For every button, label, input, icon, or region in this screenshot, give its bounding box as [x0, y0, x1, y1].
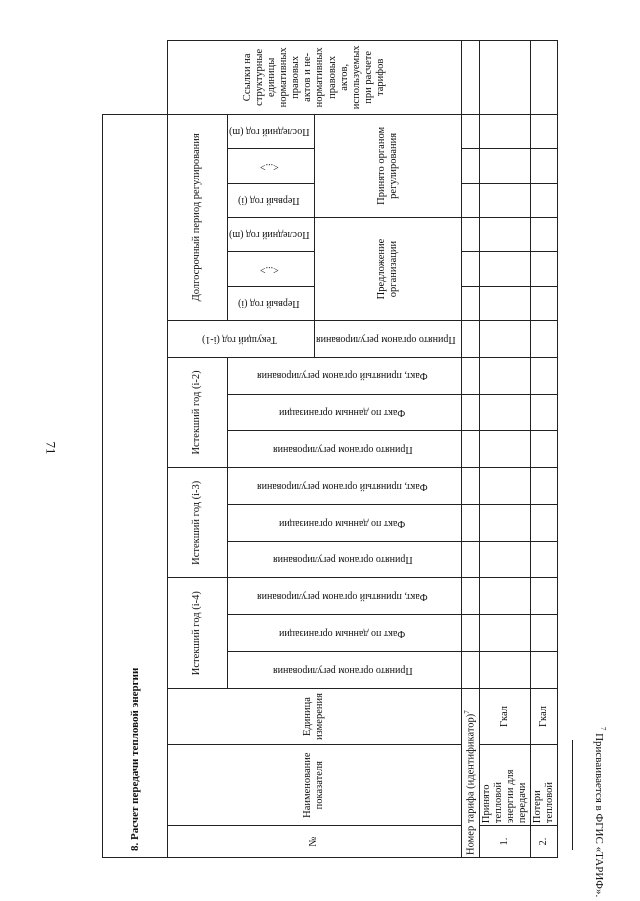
- header-year-i3: Истекший год (i-3): [167, 468, 227, 578]
- footnote: $^7$ Присваивается в ФГИС «ТАРИФ».: [560, 740, 600, 880]
- footnote-text: Присваивается в ФГИС «ТАРИФ».: [593, 733, 606, 898]
- heat-transfer-table: [102, 40, 558, 858]
- section-title: 8. Расчет передачи тепловой энергии: [103, 114, 168, 857]
- lt-proposal: Предложение организации: [315, 218, 462, 321]
- sub-current-accepted: Принято органом регулирования: [316, 333, 456, 345]
- lt-accepted: Принято органом регулирования: [315, 114, 462, 217]
- table-row: 1. Принято тепловой энергии для передачи Гкал: [479, 41, 530, 858]
- header-current-year: Текущий год (i-1): [201, 333, 277, 345]
- table-row: 2. Потери тепловой Гкал: [530, 41, 557, 858]
- lt-first-year-proposal: Первый год (i): [238, 298, 300, 310]
- header-num: №: [167, 826, 461, 858]
- lt-first-year-accepted: Первый год (i): [238, 195, 300, 207]
- lt-dots-accepted: <...>: [259, 160, 279, 172]
- header-refs: Ссылки на структурные единицы нормативных правовых актов и не-нормативных правовых актов, используемых при расчете тарифов: [167, 41, 461, 115]
- tariff-id-row: Номер тарифа (идентификатор)$^7$: [462, 688, 480, 857]
- page-number: 71: [43, 441, 59, 455]
- sub-y3-fact-org: Факт по данным организации: [279, 517, 406, 529]
- sub-y2-fact-accepted: Факт, принятый органом регулирования: [257, 370, 428, 382]
- header-long-term: Долгосрочный период регулирования: [167, 114, 227, 320]
- header-name: Наименование показателя: [167, 745, 461, 826]
- lt-last-year-proposal: Последний год (m): [228, 229, 310, 241]
- lt-last-year-accepted: Последний год (m): [228, 126, 310, 138]
- header-year-i4: Истекший год (i-4): [167, 578, 227, 688]
- sub-y4-fact-accepted: Факт, принятый органом регулирования: [257, 591, 428, 603]
- sub-y2-fact-org: Факт по данным организации: [279, 407, 406, 419]
- sub-y2-accepted: Принято органом регулирования: [272, 443, 413, 455]
- rotated-table-sheet: [102, 40, 558, 858]
- sub-y3-fact-accepted: Факт, принятый органом регулирования: [257, 480, 428, 492]
- sub-y4-fact-org: Факт по данным организации: [279, 627, 406, 639]
- sub-y4-accepted: Принято органом регулирования: [272, 664, 413, 676]
- sub-y3-accepted: Принято органом регулирования: [272, 554, 413, 566]
- lt-dots-proposal: <...>: [259, 263, 279, 275]
- footnote-rule: [572, 740, 573, 850]
- header-year-i2: Истекший год (i-2): [167, 357, 227, 467]
- header-unit: Единица измерения: [167, 688, 461, 744]
